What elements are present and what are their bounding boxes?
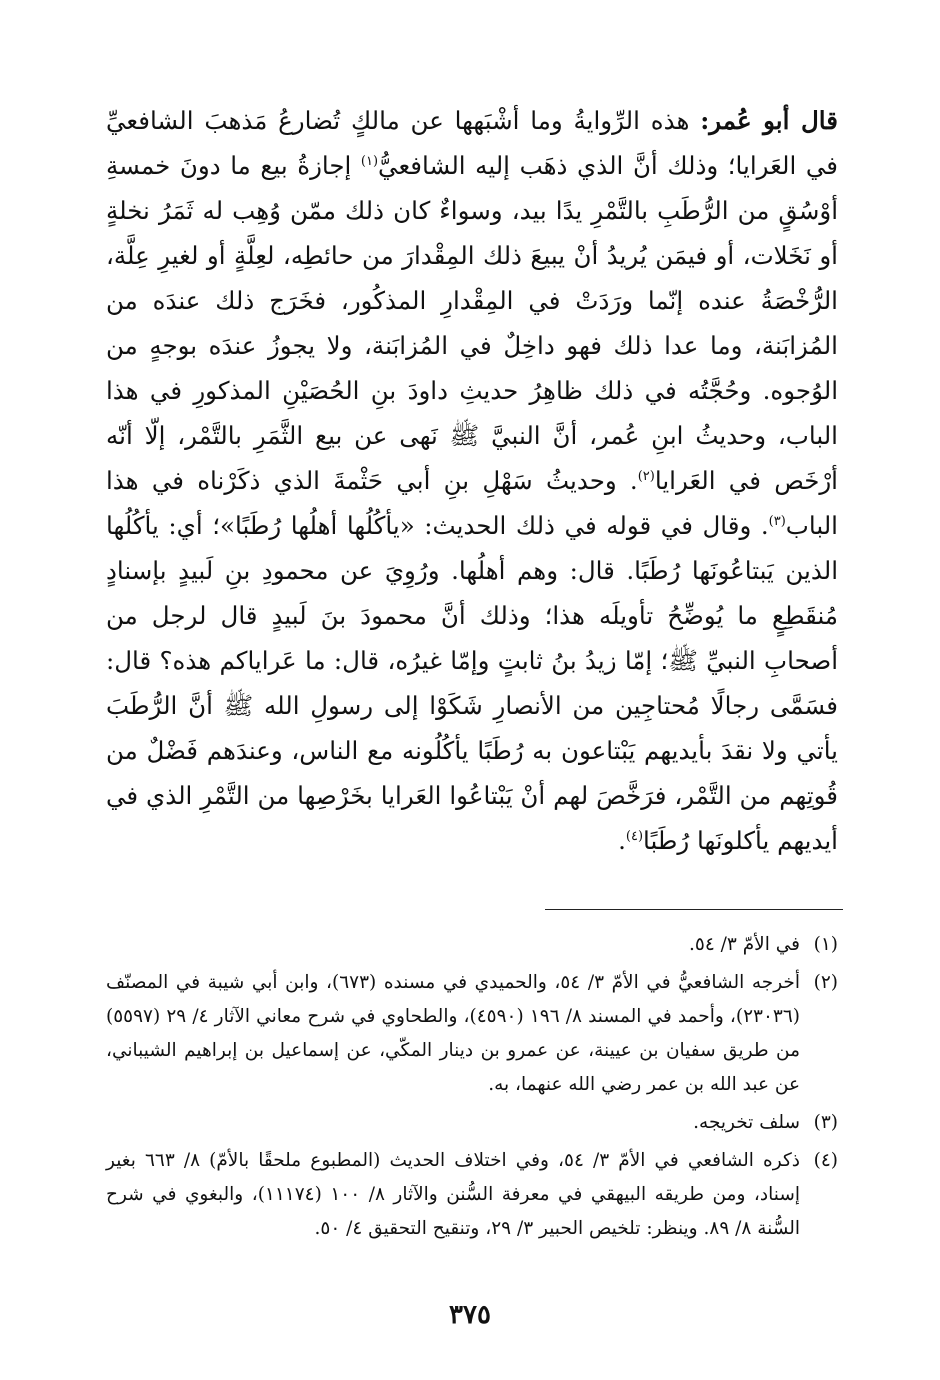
footnote-text: في الأمّ ٣/ ٥٤. — [689, 934, 800, 955]
footnote-2 — [106, 966, 838, 1102]
footnote-3 — [106, 1106, 838, 1140]
footnotes-section — [106, 928, 838, 1250]
paragraph-text-1: هذه الرِّوايةُ وما أشْبَهها عن مالكٍ تُضارعُ مَذهبَ الشافعيِّ في العَرايا؛ وذلك أنَّ الذي ذهَب إليه الشافعيُّ — [106, 106, 838, 180]
footnote-marker-1: (١) — [360, 153, 379, 169]
paragraph-text-3: . وحديثُ سَهْلِ بنِ أبي حَثْمةَ الذي ذكَرْناه في هذا الباب — [106, 466, 838, 540]
speaker-label: قال أبو عُمر: — [700, 106, 838, 135]
footnote-text: أخرجه الشافعيُّ في الأمّ ٣/ ٥٤، والحميدي في مسنده (٦٧٣)، وابن أبي شيبة في المصنّف (٢٣٠٣٦)، وأحمد في المسند ٨/ ١٩٦ (٤٥٩٠)، والطحاوي في شرح معاني الآثار ٤/ ٢٩ (٥٥٩٧) من طريق سفيان بن عيينة، عن عمرو بن دينار المكّي، عن إسماعيل بن إبراهيم الشيباني، عن عبد الله بن عمر رضي الله عنهما، به. — [106, 972, 801, 1095]
main-paragraph — [106, 98, 838, 863]
footnote-4 — [106, 1144, 838, 1246]
footnote-text: سلف تخريجه. — [693, 1112, 800, 1133]
paragraph-text-2: إجازةُ بيع ما دونَ خمسةِ أوْسُقٍ من الرُّطَبِ بالتَّمْرِ يدًا بيد، وسواءٌ كان ذلك ممّن وُهِب له ثَمَرُ نخلةٍ أو نَخَلات، أو فيمَن يُريدُ أنْ يبيعَ ذلك المِقْدارَ من حائطِه، لعِلَّةٍ أو لغيرِ عِلَّة، الرُّخْصَةُ عنده إنّما ورَدَتْ في المِقْدارِ المذكُور، فخَرَج ذلك عندَه من المُزابَنة، وما عدا ذلك فهو داخِلٌ في المُزابَنة، ولا يجوزُ عندَه بوجهٍ من الوُجوه. وحُجَّتُه في ذلك ظاهِرُ حديثِ داودَ بنِ الحُصَيْنِ المذكورِ في هذا الباب، وحديثُ ابنِ عُمر، أنَّ النبيَّ ﷺ نَهى عن بيع الثَّمَرِ بالتَّمْر، إلّا أنّه أرْخَص في العَرايا — [106, 151, 838, 495]
footnote-marker-2: (٢) — [637, 468, 655, 484]
footnote-text: ذكره الشافعي في الأمّ ٣/ ٥٤، وفي اختلاف الحديث (المطبوع ملحقًا بالأمّ) ٨/ ٦٦٣ بغير إسناد، ومن طريقه البيهقي في معرفة السُّنن والآثار ٨/ ١٠٠ (١١١٧٤)، والبغوي في شرح السُّنة ٨/ ٨٩. وينظر: تلخيص الحبير ٣/ ٢٩، وتنقيح التحقيق ٤/ ٥٠. — [106, 1150, 800, 1239]
footnote-marker-3: (٣) — [768, 513, 786, 529]
footnote-number: (١) — [813, 934, 838, 955]
paragraph-text-4: . وقال في قوله في ذلك الحديث: «يأكُلُها أهلُها رُطَبًا»؛ أي: يأكُلُها الذين يَبتاعُونَها رُطَبًا. قال: وهم أهلُها. ورُوِيَ عن محمودِ بنِ لَبيدٍ بإسنادٍ مُنقَطِعٍ ما يُوضِّحُ تأويلَه هذا؛ وذلك أنَّ محمودَ بنَ لَبيدٍ قال لرجل من أصحابِ النبيِّ ﷺ؛ إمّا زيدُ بنُ ثابتٍ وإمّا غيرُه، قال: ما عَراياكم هذه؟ قال: فسَمَّى رجالًا مُحتاجِين من الأنصارِ شَكَوْا إلى رسولِ الله ﷺ أنَّ الرُّطَبَ يأتي ولا نقدَ بأيديهم يَبْتاعون به رُطَبًا يأكُلُونه مع الناس، وعندَهم فَضْلٌ من قُوتِهم من التَّمْر، فرَخَّصَ لهم أنْ يَبْتاعُوا العَرايا بخَرْصِها من التَّمْرِ الذي في أيديهم يأكلونَها رُطَبًا — [106, 511, 838, 855]
footnote-1 — [106, 928, 838, 962]
footnote-number: (٤) — [813, 1150, 838, 1171]
footnote-number: (٢) — [813, 972, 838, 993]
footnote-divider — [545, 909, 843, 910]
paragraph-text-end: . — [618, 826, 626, 855]
footnote-marker-4: (٤) — [625, 828, 644, 844]
page-number: ٣٧٥ — [449, 1300, 491, 1330]
footnote-number: (٣) — [813, 1112, 838, 1133]
